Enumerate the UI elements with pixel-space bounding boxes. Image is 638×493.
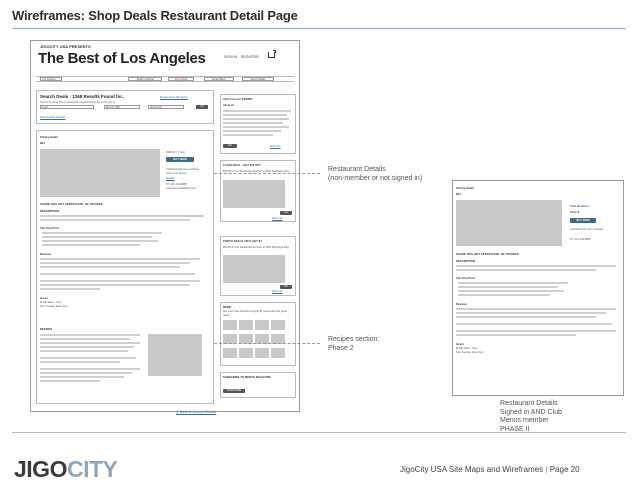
photo-deal-image <box>223 255 285 283</box>
hours-weekday: M-Sat:10am - 6pm <box>40 301 62 304</box>
wf2-review-line <box>456 316 596 318</box>
photo-deal-title: PHOTO DEALS / BUY GET $4 <box>223 239 262 243</box>
sign-in-link[interactable]: SIGN IN <box>224 55 238 59</box>
hero-title: The Best of Los Angeles <box>38 50 206 67</box>
title-divider <box>12 28 626 29</box>
description-line <box>40 219 190 221</box>
wf2-reviews-heading: Reviews <box>456 302 468 306</box>
top-nav <box>224 55 259 59</box>
wf2-description-line <box>456 269 596 271</box>
review-line <box>40 280 200 282</box>
wf2-fine-print-line <box>458 282 568 284</box>
deal-note: Unlimited with your purchase. Limit 1 per person. <box>166 168 201 175</box>
sort-links[interactable]: Restaurants Shopping <box>160 95 188 99</box>
callout-recipes: Recipes section: Phase 2 <box>328 336 380 352</box>
new-search-link[interactable]: New Search Results <box>40 115 66 119</box>
footer <box>400 465 580 474</box>
deal-price: $24 <box>40 141 45 145</box>
wf2-deal-title: Shrimp Salad <box>456 186 474 190</box>
callout-signed-in: Restaurant Details Signed in AND Club Menus member PHASE II <box>500 400 562 433</box>
fine-print-line <box>42 240 158 242</box>
promo-go-button[interactable]: GO <box>223 144 237 148</box>
search-field-labels: Search the Deal Title or description Neighborhood/ Zip Code Sort by <box>40 101 116 104</box>
wf2-note: Unlimited with your purchase. <box>570 228 605 231</box>
fine-print-line <box>42 244 140 246</box>
wf2-review-line <box>456 334 576 336</box>
subscribe-title: SUBSCRIBE TO MENUS MAGAZINE <box>223 375 271 379</box>
promo-line <box>223 130 281 132</box>
recipe-line <box>40 357 136 359</box>
tab-todays-special[interactable]: Today's Special <box>128 77 162 81</box>
go-button[interactable]: GO <box>196 105 208 109</box>
member-thumb <box>223 320 237 330</box>
review-line <box>40 284 190 286</box>
city-select[interactable]: Los Angeles <box>40 77 62 81</box>
tab-email-offers[interactable]: Email Offers <box>204 77 234 81</box>
deal-title: Shrimp Salad <box>40 135 58 139</box>
recipe-line <box>40 338 130 340</box>
wf2-phone: Ph: 310-444-8855 <box>570 238 591 241</box>
wf2-description-line <box>456 265 616 267</box>
footer-page-number: Page 20 <box>549 465 580 474</box>
member-thumb <box>239 320 253 330</box>
wf2-fine-print-line <box>458 290 564 292</box>
member-thumb <box>255 348 269 358</box>
wf2-review-line <box>456 330 616 332</box>
review-line <box>40 258 200 260</box>
details-link[interactable]: Details <box>166 176 175 180</box>
recipe-line <box>40 346 134 348</box>
review-line <box>40 273 195 275</box>
zip-input[interactable]: Beverly Hills <box>104 105 140 109</box>
reviews-heading: Reviews <box>40 252 52 256</box>
tab-shop-deals[interactable]: Shop Deals <box>168 77 194 81</box>
member-thumb <box>255 320 269 330</box>
callout-line-recipes <box>214 343 320 344</box>
recipes-heading: RECIPES <box>40 327 53 331</box>
deal-phone: Ph: 310-444-8855 <box>166 183 187 186</box>
photo-more-link[interactable]: More Info <box>272 290 283 293</box>
hours-sunday: Sun: Sunday 11am-4pm <box>40 305 68 308</box>
description-heading: DESCRIPTION <box>40 209 60 213</box>
wf2-description-heading: DESCRIPTION <box>456 259 476 263</box>
fine-print-line <box>42 236 152 238</box>
member-thumb <box>223 348 237 358</box>
wf2-members-label: Club Members <box>570 204 590 208</box>
recipe-image <box>148 334 202 376</box>
members-title: MORE <box>223 305 232 309</box>
wf2-deal-image <box>456 200 562 246</box>
recipe-line <box>40 376 124 378</box>
slide-title: Wireframes: Shop Deals Restaurant Detail Page <box>12 8 298 23</box>
promo-line <box>223 118 289 120</box>
recipe-line <box>40 342 140 344</box>
sort-select[interactable]: All Results <box>148 105 184 109</box>
wf2-review-line <box>456 312 606 314</box>
back-to-results-link[interactable]: ❮ Back to Search Results <box>176 410 217 414</box>
search-results-title: Search Deals : 1268 Results Found for.. <box>40 94 125 99</box>
recipe-line <box>40 350 128 352</box>
footer-title: JigoCity USA Site Maps and Wireframes <box>400 465 544 474</box>
recipe-line <box>40 372 132 374</box>
wf2-review-line <box>456 308 616 310</box>
wf2-deal-price: $24 <box>456 192 461 196</box>
tab-search-deals[interactable]: Search Deals <box>242 77 274 81</box>
promo-more-link[interactable]: More Info <box>270 145 281 148</box>
flash-go-button[interactable]: GO <box>280 211 292 215</box>
recipe-line <box>40 361 120 363</box>
flash-deal-title: FLASH DEAL : GET $50 OFF <box>223 163 261 167</box>
promo-line <box>223 110 291 112</box>
callout-details: Restaurant Details (non-member or not signed in) <box>328 166 423 182</box>
wf2-hours-heading: Hours <box>456 342 465 346</box>
promo-line <box>223 114 287 116</box>
share-headline: SHARE THIS GIFT CERTIFICATE: FB TW EMAIL <box>40 202 104 206</box>
price-note: $100.00 | 1 Year <box>166 151 185 154</box>
keyword-input[interactable]: Food <box>40 105 94 109</box>
member-thumb <box>271 320 285 330</box>
review-line <box>40 288 100 290</box>
promo-subtitle: About Us <box>223 104 235 107</box>
flash-deal-image <box>223 180 285 208</box>
promo-line <box>223 126 289 128</box>
deal-image <box>40 149 160 197</box>
wf2-buy-now-button[interactable]: BUY NOW <box>570 218 596 223</box>
review-line <box>40 266 180 268</box>
recipe-line <box>40 334 140 336</box>
photo-go-button[interactable]: GO <box>280 285 292 289</box>
members-subtitle: Get your Free Account of Apply By Grace and Get great deals <box>223 310 288 317</box>
photo-deal-subtitle: $50.00 of Vue Restaurant and bar at 4501 Bethpage Way <box>223 246 289 249</box>
wf2-fine-print-line <box>458 286 558 288</box>
fine-print-line <box>42 232 162 234</box>
hours-heading: Hours <box>40 296 49 300</box>
chevron-left-icon: ❮ <box>176 410 180 414</box>
promo-title: Visit from our PROMO <box>223 97 253 101</box>
wf2-fine-print-line <box>458 294 550 296</box>
recipe-line <box>40 380 100 382</box>
promo-line <box>223 122 283 124</box>
flash-more-link[interactable]: More Info <box>272 217 283 220</box>
footer-divider <box>12 432 626 433</box>
callout-line-details <box>214 173 320 174</box>
jigocity-logo: JIGOCITY <box>14 456 118 482</box>
footer-separator: | <box>545 465 548 474</box>
member-thumb <box>239 348 253 358</box>
deal-url: www.shrimpsaladCity.com <box>166 187 197 190</box>
review-line <box>40 262 190 264</box>
wf2-fine-print-heading: The Fine Print <box>456 276 475 280</box>
subscribe-button[interactable]: SUBSCRIBE <box>223 389 245 393</box>
wf2-hours-sunday: Sun: Sunday 11am-4pm <box>456 351 484 354</box>
description-line <box>40 215 204 217</box>
presents-label: JIGOCITY USA PRESENTS <box>40 44 91 49</box>
wf2-share-headline: SHARE THIS GIFT CERTIFICATE: FB TW EMAIL <box>456 252 520 256</box>
wf2-review-line <box>456 323 612 325</box>
promo-line <box>223 134 273 136</box>
member-thumb <box>271 348 285 358</box>
buy-now-button[interactable]: BUY NOW <box>166 157 194 162</box>
register-link[interactable]: REGISTER <box>240 55 259 59</box>
flash-deal-subtitle: $50.00 of Vue Restaurant and bar at 4501 Bethpage Way <box>223 170 289 173</box>
wf2-hours-weekday: M-Sat:10am - 6pm <box>456 347 478 350</box>
fine-print-heading: The Fine Print <box>40 226 59 230</box>
wf2-members-price: Price $ <box>570 210 580 214</box>
cart-handle-icon <box>273 50 276 53</box>
recipe-line <box>40 368 140 370</box>
